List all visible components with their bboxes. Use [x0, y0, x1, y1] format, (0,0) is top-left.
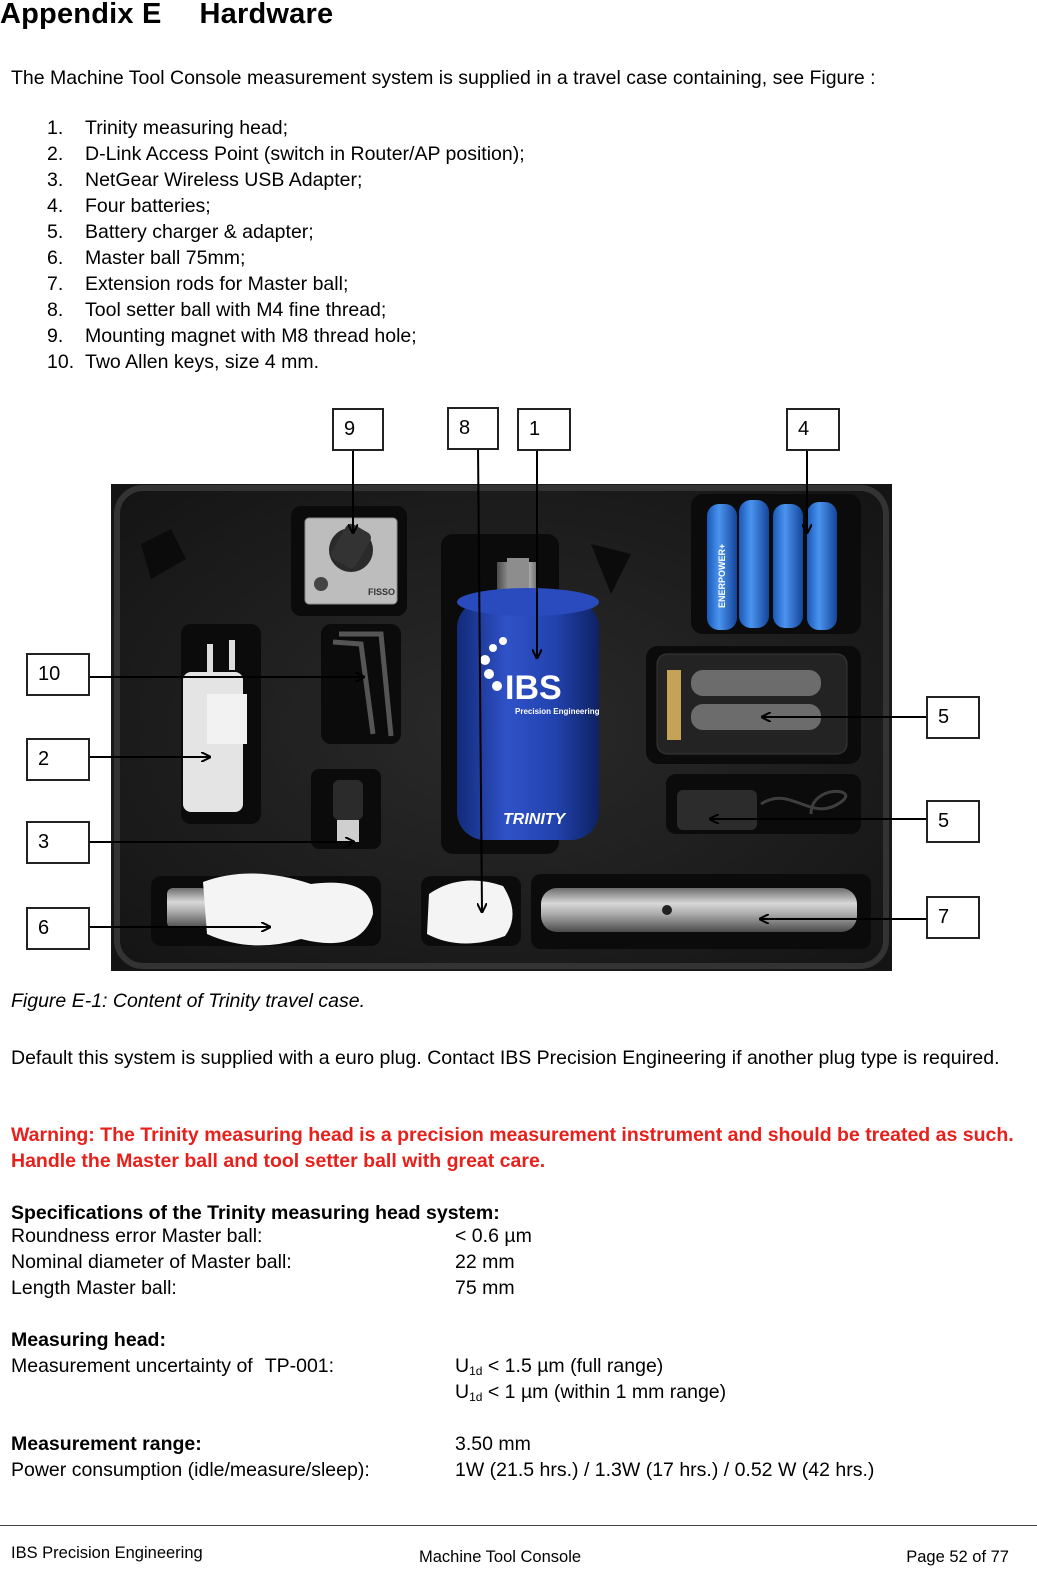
- list-item: 8. Tool setter ball with M4 fine thread;: [47, 299, 387, 321]
- callout-9: 9: [332, 408, 384, 451]
- list-item: 10. Two Allen keys, size 4 mm.: [47, 351, 320, 373]
- appendix-heading: [0, 0, 333, 31]
- list-item: 3. NetGear Wireless USB Adapter;: [47, 169, 363, 191]
- specs-title: Specifications of the Trinity measuring head system:: [11, 1202, 500, 1224]
- footer-company: IBS Precision Engineering: [11, 1544, 203, 1562]
- trinity-label: TRINITY: [503, 811, 566, 828]
- power-value: 1W (21.5 hrs.) / 1.3W (17 hrs.) / 0.52 W (42 hrs.): [455, 1459, 875, 1481]
- callout-5a: 5: [926, 696, 980, 739]
- uncertainty-value-full: $U_{1d} < 1.5$ µm (full range): [455, 1355, 664, 1378]
- travel-case-photo: [111, 484, 892, 971]
- measuring-head-title: Measuring head:: [11, 1329, 166, 1351]
- list-item: 4. Four batteries;: [47, 195, 211, 217]
- callout-7: 7: [926, 896, 980, 939]
- callout-1: 1: [517, 408, 571, 451]
- callout-3: 3: [26, 821, 90, 864]
- footer-doc-title: Machine Tool Console: [419, 1548, 582, 1566]
- ibs-subtitle: Precision Engineering: [515, 707, 600, 716]
- list-item: 6. Master ball 75mm;: [47, 247, 246, 269]
- spec-value-length: 75 mm: [455, 1277, 515, 1299]
- list-item: 5. Battery charger & adapter;: [47, 221, 314, 243]
- callout-10: 10: [26, 653, 90, 696]
- range-label: Measurement range:: [11, 1433, 202, 1455]
- callout-4: 4: [786, 408, 840, 451]
- intro-paragraph: The Machine Tool Console measurement system is supplied in a travel case containing, see Figure :: [11, 67, 876, 89]
- uncertainty-value-1mm: $U_{1d} < 1$ µm (within 1 mm range): [455, 1381, 727, 1404]
- footer-page-number: Page 52 of 77: [906, 1548, 1009, 1566]
- ibs-logo-text: IBS: [505, 669, 562, 707]
- enerpower-label: ENERPOWER+: [717, 543, 727, 608]
- spec-value-roundness: < 0.6 µm: [455, 1225, 532, 1247]
- spec-label-roundness: Roundness error Master ball:: [11, 1225, 263, 1247]
- fisso-label: FISSO: [368, 587, 396, 597]
- appendix-title: Hardware: [199, 0, 334, 30]
- power-label: Power consumption (idle/measure/sleep):: [11, 1459, 370, 1481]
- list-item: 9. Mounting magnet with M8 thread hole;: [47, 325, 417, 347]
- list-item: 2. D-Link Access Point (switch in Router/AP position);: [47, 143, 525, 165]
- footer-divider: [0, 1525, 1037, 1526]
- callout-5b: 5: [926, 800, 980, 843]
- appendix-label: Appendix E: [0, 0, 162, 30]
- range-value: 3.50 mm: [455, 1433, 531, 1455]
- callout-8: 8: [447, 407, 499, 450]
- spec-value-diameter: 22 mm: [455, 1251, 515, 1273]
- callout-6: 6: [26, 907, 90, 950]
- uncertainty-label: Measurement uncertainty of TP-001:: [11, 1355, 335, 1377]
- travel-case-illustration: [111, 484, 892, 971]
- spec-label-diameter: Nominal diameter of Master ball:: [11, 1251, 292, 1273]
- contents-list: [47, 115, 525, 375]
- callout-2: 2: [26, 738, 90, 781]
- list-item: 1. Trinity measuring head;: [47, 117, 289, 139]
- list-item: 7. Extension rods for Master ball;: [47, 273, 349, 295]
- figure-caption: Figure E-1: Content of Trinity travel case.: [11, 990, 366, 1012]
- spec-label-length: Length Master ball:: [11, 1277, 177, 1299]
- plug-note: Default this system is supplied with a euro plug. Contact IBS Precision Engineering if another plug type is required.: [11, 1047, 1000, 1069]
- warning-text: Warning: The Trinity measuring head is a precision measurement instrument and should be treated as such. Handle the Master ball and tool setter ball with great care.: [11, 1124, 1014, 1172]
